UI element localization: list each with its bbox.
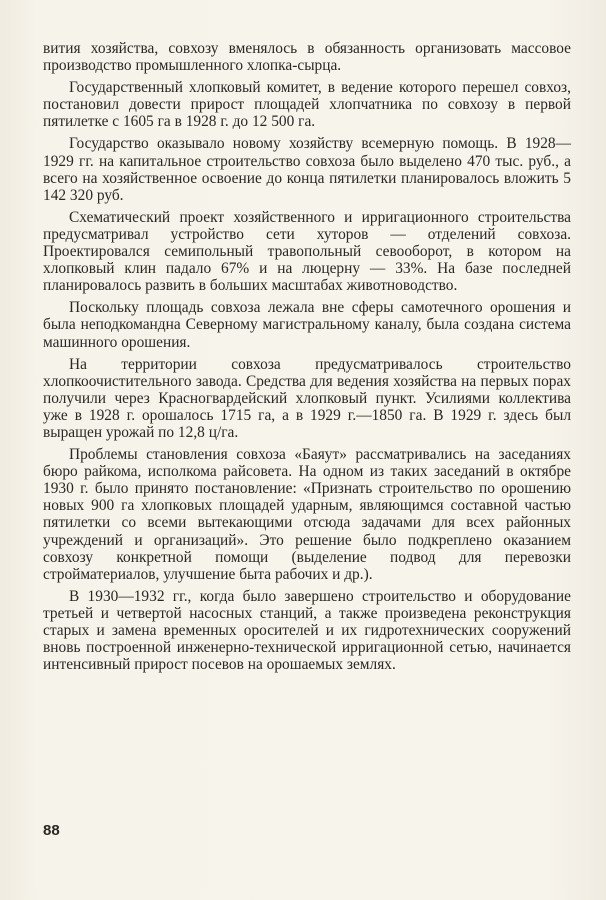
paragraph-state-help: Государство оказывало новому хозяйству всемерную помощь. В 1928—1929 гг. на капитальное строительство совхоза было выделено 470 тыс. руб., а всего на хозяйственное освоение до конца пятилетки планировалось вложить 5 142 320 руб. xyxy=(43,135,571,204)
paragraph-bayaut-problems: Проблемы становления совхоза «Баяут» рассматривались на заседаниях бюро райкома, исполкома райсовета. На одном из таких заседаний в октябре 1930 г. было принято постановление: «Признать строительство по орошению новых 900 га хлопковых площадей ударным, являющимся составной частью пятилетки со всеми вытекающими отсюда задачами для всех районных учреждений и организаций». Это решение было подкреплено оказанием совхозу конкретной помощи (выделение подвод для перевозки стройматериалов, улучшение быта рабочих и др.). xyxy=(43,446,571,583)
paragraph-continuation: вития хозяйства, совхозу вменялось в обязанность организовать массовое производство промышленного хлопка-сырца. xyxy=(43,40,571,75)
paragraph-pump-stations: В 1930—1932 гг., когда было завершено строительство и оборудование третьей и четвертой насосных станций, а также произведена реконструкция старых и замена временных оросителей и их гидротехнических сооружений вновь построенной инженерно-технической ирригационной сетью, начинается интенсивный прирост посевов на орошаемых землях. xyxy=(43,587,571,674)
body-text xyxy=(43,40,571,678)
page-number: 88 xyxy=(43,822,60,839)
paragraph-cotton-plant: На территории совхоза предусматривалось строительство хлопкоочистительного завода. Средства для ведения хозяйства на первых порах получили через Красногвардейский хлопковый пункт. Усилиями коллектива уже в 1928 г. орошалось 1715 га, а в 1929 г.—1850 га. В 1929 г. здесь был выращен урожай по 12,8 ц/га. xyxy=(43,355,571,441)
paragraph-cotton-committee: Государственный хлопковый комитет, в ведение которого перешел совхоз, постановил довести прирост площадей хлопчатника по совхозу в первой пятилетке с 1605 га в 1928 г. до 12 500 га. xyxy=(43,79,571,131)
paragraph-schematic-project: Схематический проект хозяйственного и ирригационного строительства предусматривал устройство сети хуторов — отделений совхоза. Проектировался семипольный травопольный севооборот, в котором на хлопковый клин падало 67% и на люцерну — 33%. На базе последней планировалось развить в больших масштабах животноводство. xyxy=(43,208,571,295)
paragraph-machine-irrigation: Поскольку площадь совхоза лежала вне сферы самотечного орошения и была неподкомандна Северному магистральному каналу, была создана система машинного орошения. xyxy=(43,299,571,351)
